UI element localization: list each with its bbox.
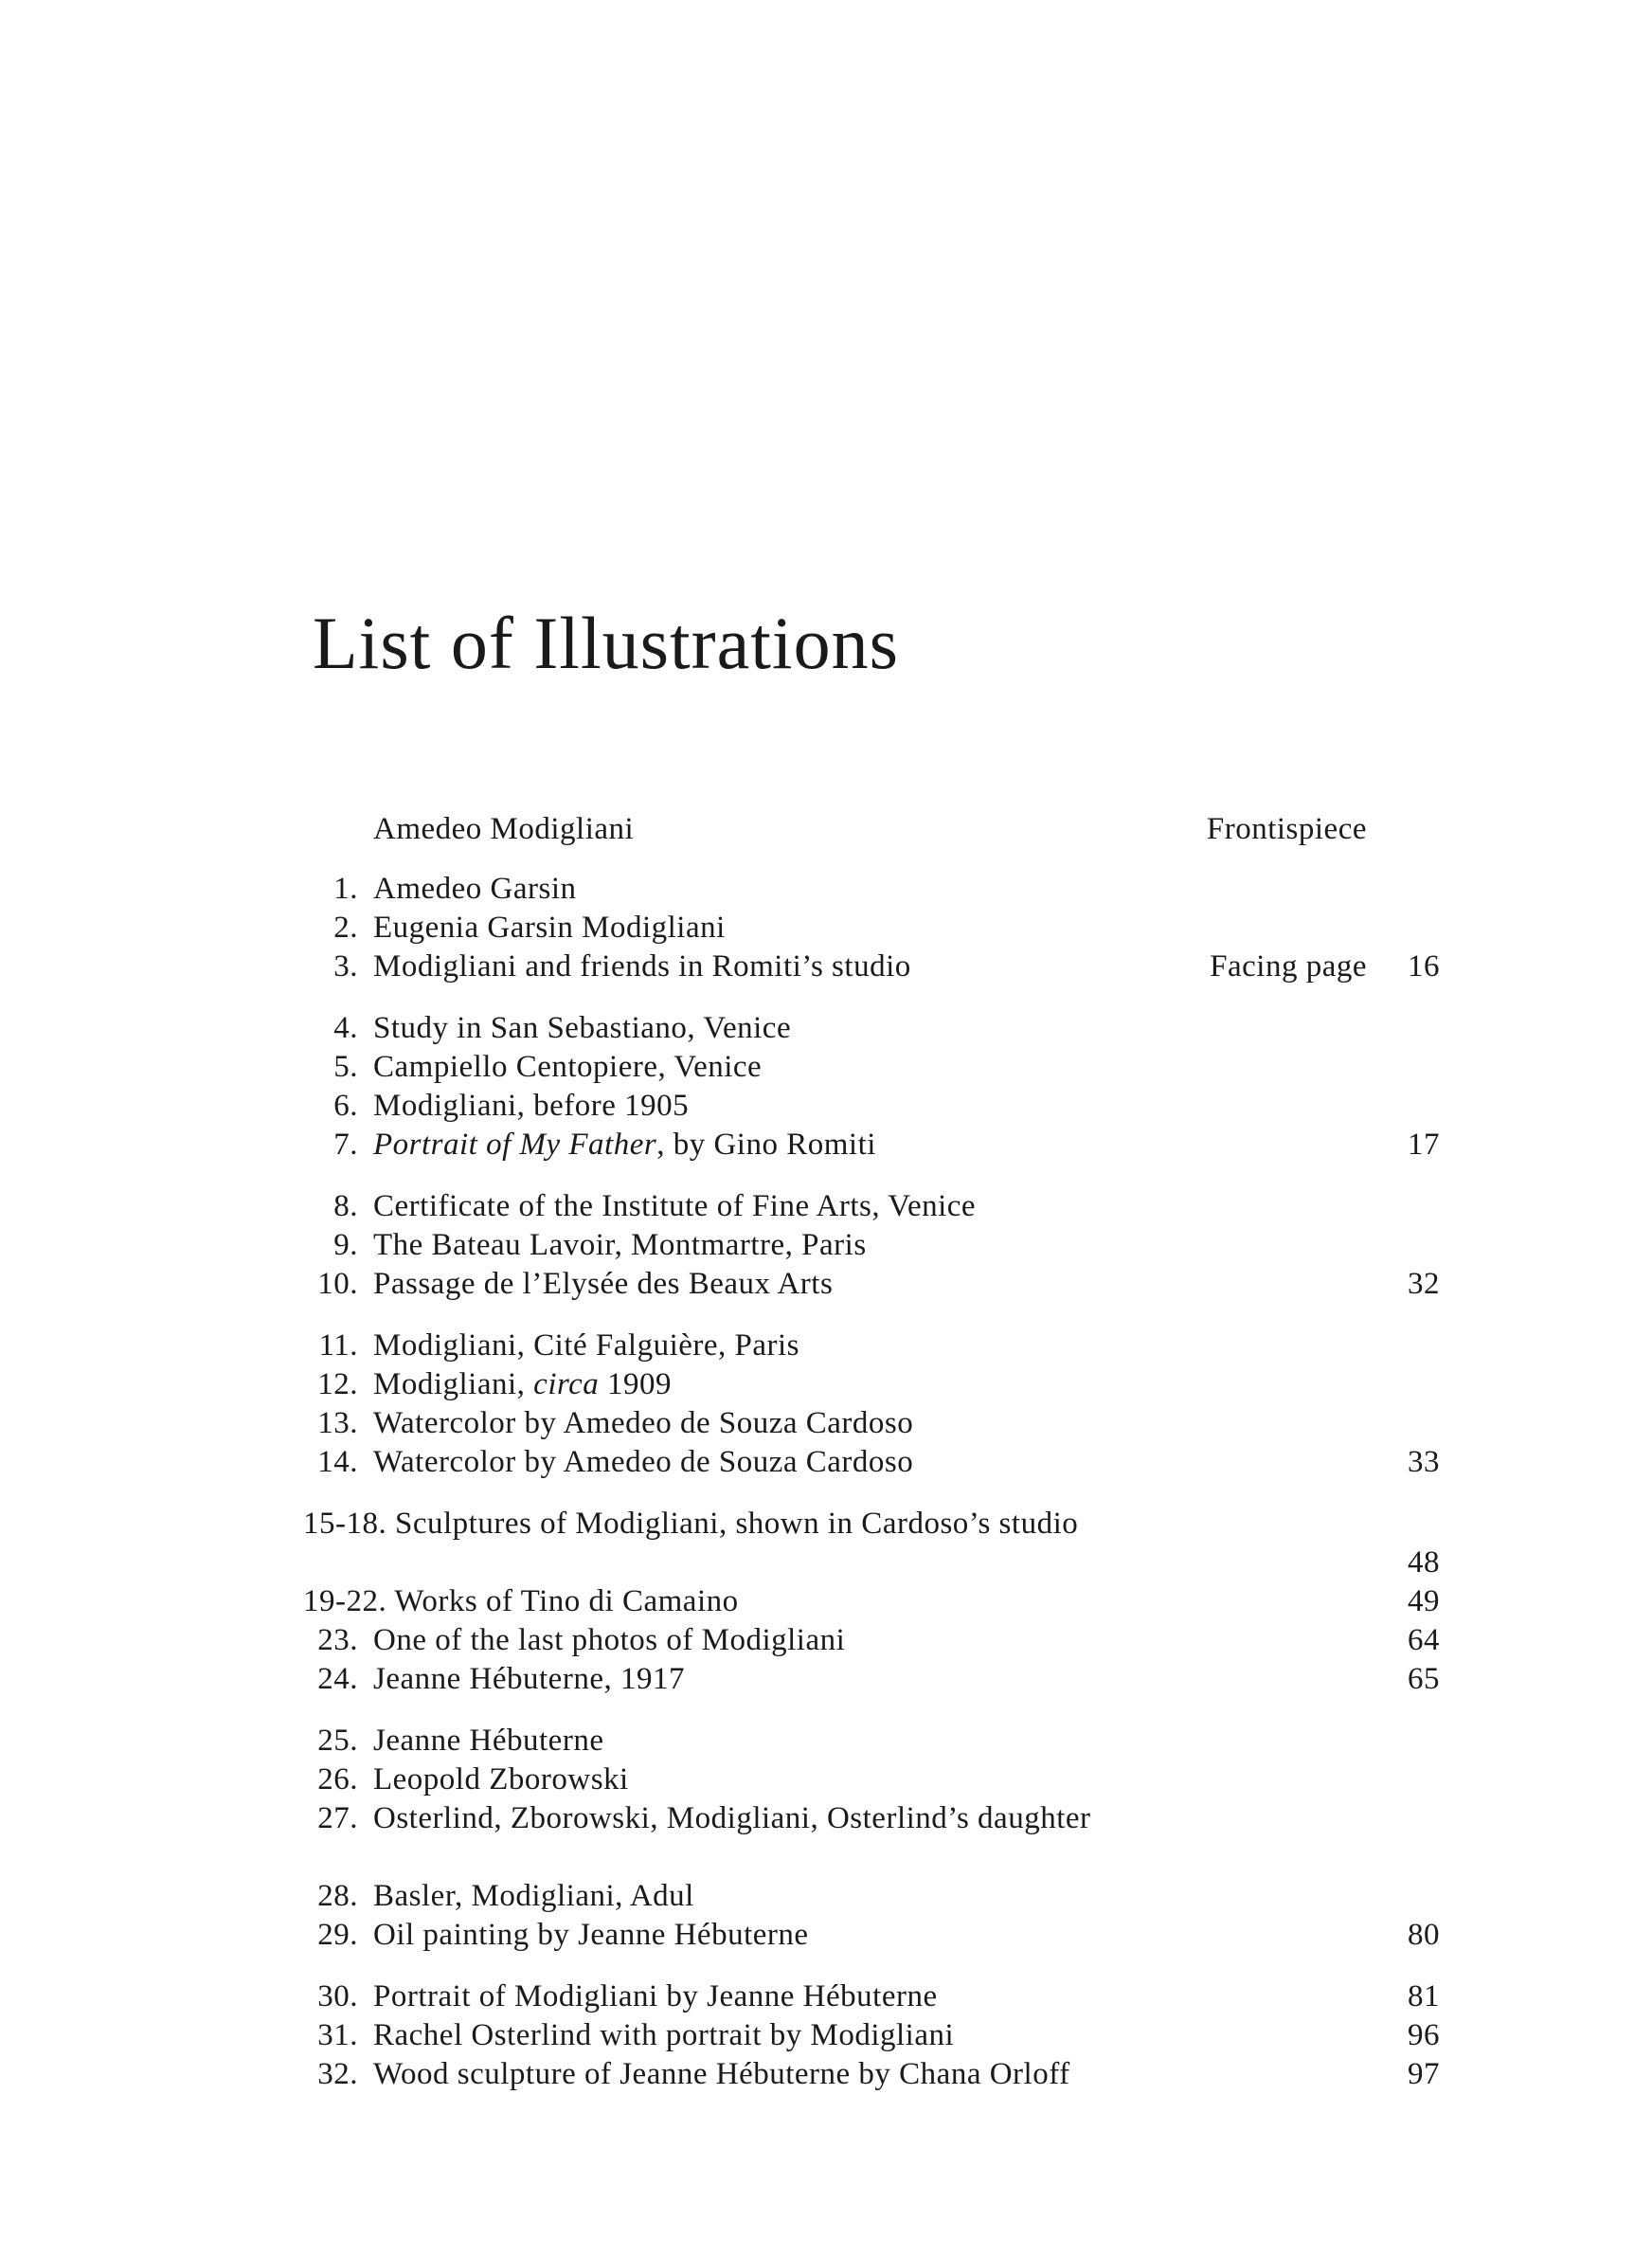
entry-text: 19-22. Works of Tino di Camaino xyxy=(303,1584,739,1618)
entry-page-number: 80 xyxy=(1408,1918,1440,1952)
entry-text: Amedeo Modigliani xyxy=(373,812,635,846)
page-title: List of Illustrations xyxy=(313,602,899,684)
entry-group xyxy=(303,870,1440,986)
entry-number: 4. xyxy=(333,1011,358,1045)
entry-number: 12. xyxy=(317,1367,358,1401)
entry-text: Modigliani, Cité Falguière, Paris xyxy=(373,1328,800,1363)
entry-number: 3. xyxy=(333,949,358,984)
entry-page-number: 65 xyxy=(1408,1662,1440,1696)
entry-group xyxy=(303,1722,1440,1955)
entry-text: The Bateau Lavoir, Montmartre, Paris xyxy=(373,1228,867,1262)
list-item xyxy=(303,1977,1440,2016)
entry-number: 26. xyxy=(317,1762,358,1797)
list-item xyxy=(303,1505,1440,1582)
list-item xyxy=(303,1582,1440,1621)
entry-label: Facing page xyxy=(1210,949,1367,984)
illustrations-list xyxy=(303,810,1440,2117)
entry-text: Jeanne Hébuterne, 1917 xyxy=(373,1662,685,1696)
entry-page-number: 16 xyxy=(1408,949,1440,984)
list-item xyxy=(303,1722,1440,1760)
list-item xyxy=(303,1265,1440,1304)
list-item xyxy=(303,948,1440,986)
list-item xyxy=(303,1187,1440,1226)
list-item xyxy=(303,1760,1440,1799)
list-item xyxy=(303,909,1440,948)
entry-text: Study in San Sebastiano, Venice xyxy=(373,1011,792,1045)
entry-number: 2. xyxy=(333,911,358,945)
entry-text: Wood sculpture of Jeanne Hébuterne by Chana Orloff xyxy=(373,2057,1070,2091)
list-item xyxy=(303,2016,1440,2055)
entry-text: Eugenia Garsin Modigliani xyxy=(373,911,726,945)
entry-page-number: 32 xyxy=(1408,1267,1440,1301)
entry-groups xyxy=(303,870,1440,2094)
entry-text: Osterlind, Zborowski, Modigliani, Osterlind’s daughter xyxy=(373,1801,1091,1835)
entry-number: 31. xyxy=(317,2018,358,2052)
entry-text: Modigliani, circa 1909 xyxy=(373,1367,673,1401)
entry-group xyxy=(303,1187,1440,1304)
entry-group xyxy=(303,1505,1440,1699)
entry-number: 28. xyxy=(317,1879,358,1913)
list-item xyxy=(303,1226,1440,1265)
entry-page-number: 49 xyxy=(1408,1584,1440,1618)
entry-page-number: 81 xyxy=(1408,1979,1440,2013)
entry-number: 27. xyxy=(317,1801,358,1835)
entry-text: One of the last photos of Modigliani xyxy=(373,1623,846,1657)
list-item xyxy=(303,1009,1440,1048)
entry-number: 14. xyxy=(317,1445,358,1479)
entry-number: 6. xyxy=(333,1089,358,1123)
entry-text: Jeanne Hébuterne xyxy=(373,1724,604,1758)
entry-number: 1. xyxy=(333,872,358,906)
list-item xyxy=(303,1916,1440,1955)
list-item xyxy=(303,1327,1440,1365)
entry-group xyxy=(303,1009,1440,1165)
entry-number: 23. xyxy=(317,1623,358,1657)
list-item xyxy=(303,1443,1440,1482)
entry-page-number: 97 xyxy=(1408,2057,1440,2091)
list-item xyxy=(303,1048,1440,1087)
entry-number: 8. xyxy=(333,1189,358,1223)
list-item xyxy=(303,1404,1440,1443)
entry-number: 10. xyxy=(317,1267,358,1301)
entry-page-number: 96 xyxy=(1408,2018,1440,2052)
entry-number: 19-22. xyxy=(303,1584,395,1618)
entry-text: Certificate of the Institute of Fine Arts, Venice xyxy=(373,1189,977,1223)
list-item xyxy=(303,1799,1440,1877)
entry-number: 13. xyxy=(317,1406,358,1440)
entry-number: 32. xyxy=(317,2057,358,2091)
entry-number: 29. xyxy=(317,1918,358,1952)
list-item xyxy=(303,1126,1440,1165)
entry-text: Passage de l’Elysée des Beaux Arts xyxy=(373,1267,834,1301)
list-item xyxy=(303,1087,1440,1126)
entry-text: Watercolor by Amedeo de Souza Cardoso xyxy=(373,1406,914,1440)
entry-text: Modigliani, before 1905 xyxy=(373,1089,690,1123)
list-item xyxy=(303,1877,1440,1916)
entry-text: Modigliani and friends in Romiti’s studio xyxy=(373,949,911,984)
entry-group xyxy=(303,1327,1440,1482)
entry-text: Oil painting by Jeanne Hébuterne xyxy=(373,1918,809,1952)
entry-page-number: 64 xyxy=(1408,1623,1440,1657)
list-item xyxy=(303,1621,1440,1660)
entry-text: 15-18. Sculptures of Modigliani, shown in Cardoso’s studio xyxy=(303,1507,1079,1541)
entry-text: Amedeo Garsin xyxy=(373,872,577,906)
entry-number: 30. xyxy=(317,1979,358,2013)
list-item xyxy=(303,1660,1440,1699)
entry-page-number: 48 xyxy=(1408,1545,1440,1580)
entry-number: 25. xyxy=(317,1724,358,1758)
entry-group xyxy=(303,1977,1440,2094)
entry-page-number: 33 xyxy=(1408,1445,1440,1479)
entry-number: 11. xyxy=(318,1328,358,1363)
entry-text: Portrait of My Father, by Gino Romiti xyxy=(373,1128,876,1162)
list-item xyxy=(303,870,1440,909)
list-item xyxy=(303,1365,1440,1404)
list-item xyxy=(303,2055,1440,2094)
entry-text: Campiello Centopiere, Venice xyxy=(373,1050,763,1084)
entry-number: 15-18. xyxy=(303,1507,395,1541)
entry-text: Portrait of Modigliani by Jeanne Hébuterne xyxy=(373,1979,938,2013)
entry-number: 9. xyxy=(333,1228,358,1262)
entry-text: Leopold Zborowski xyxy=(373,1762,629,1797)
entry-text: Rachel Osterlind with portrait by Modigliani xyxy=(373,2018,955,2052)
entry-text: Watercolor by Amedeo de Souza Cardoso xyxy=(373,1445,914,1479)
entry-number: 24. xyxy=(317,1662,358,1696)
entry-text: Basler, Modigliani, Adul xyxy=(373,1879,694,1913)
entry-number: 5. xyxy=(333,1050,358,1084)
entry-label: Frontispiece xyxy=(1206,812,1367,846)
entry-number: 7. xyxy=(333,1128,358,1162)
entry-page-number: 17 xyxy=(1408,1128,1440,1162)
frontispiece-row xyxy=(303,810,1440,849)
